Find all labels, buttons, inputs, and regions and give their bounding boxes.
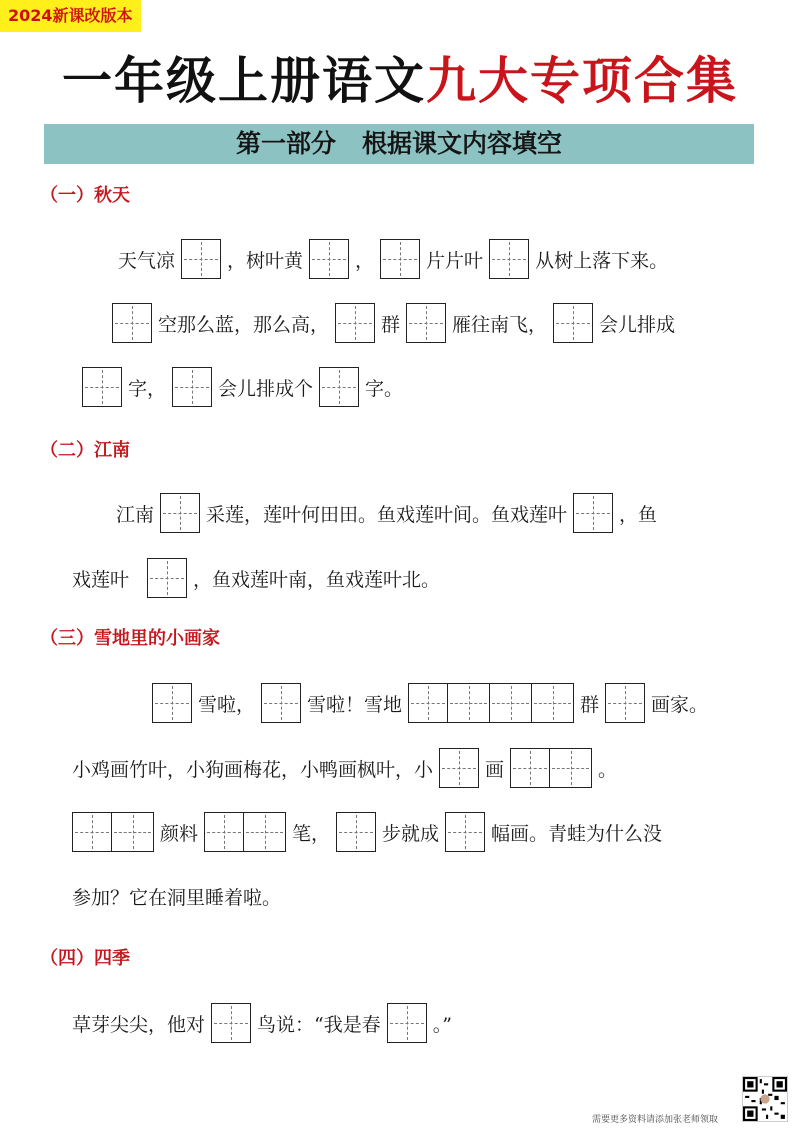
exercise-line: [118, 237, 668, 281]
answer-box[interactable]: [335, 303, 375, 343]
answer-box[interactable]: [573, 493, 613, 533]
writing-cell[interactable]: [553, 303, 593, 343]
text-segment: 画: [485, 758, 505, 781]
footer-note: 需要更多资料请添加张老师领取: [592, 1115, 719, 1125]
writing-cell[interactable]: [408, 683, 448, 723]
writing-cell[interactable]: [605, 683, 645, 723]
text-segment: 鸟说：“我是春: [257, 1013, 381, 1036]
text-segment: 幅画。青蛙为什么没: [491, 822, 663, 845]
text-segment: 雪啦！雪地: [307, 693, 403, 716]
writing-cell[interactable]: [112, 303, 152, 343]
answer-box[interactable]: [309, 239, 349, 279]
answer-box[interactable]: [319, 367, 359, 407]
text-segment: 雪啦，: [198, 693, 256, 716]
answer-box[interactable]: [82, 367, 122, 407]
writing-cell[interactable]: [489, 239, 529, 279]
text-segment: 群: [580, 693, 600, 716]
answer-box[interactable]: [72, 812, 154, 852]
text-segment: 采莲，莲叶何田田。鱼戏莲叶间。鱼戏莲叶: [206, 503, 568, 526]
exercise-line: [72, 1001, 452, 1045]
text-segment: 会儿排成: [599, 313, 676, 336]
answer-box[interactable]: [380, 239, 420, 279]
writing-cell[interactable]: [510, 748, 550, 788]
writing-cell[interactable]: [319, 367, 359, 407]
answer-box[interactable]: [172, 367, 212, 407]
writing-cell[interactable]: [112, 812, 154, 852]
answer-box[interactable]: [387, 1003, 427, 1043]
text-segment: 。: [598, 758, 618, 781]
writing-cell[interactable]: [448, 683, 490, 723]
writing-cell[interactable]: [550, 748, 592, 788]
text-segment: 从树上落下来。: [535, 249, 669, 272]
writing-cell[interactable]: [172, 367, 212, 407]
writing-cell[interactable]: [406, 303, 446, 343]
writing-cell[interactable]: [181, 239, 221, 279]
writing-cell[interactable]: [211, 1003, 251, 1043]
answer-box[interactable]: [445, 812, 485, 852]
text-segment: 字，: [128, 377, 167, 400]
text-segment: 。”: [432, 1013, 452, 1036]
main-title-black: 一年级上册语文: [62, 52, 426, 110]
answer-box[interactable]: [406, 303, 446, 343]
text-segment: 颜料: [160, 822, 199, 845]
writing-cell[interactable]: [573, 493, 613, 533]
writing-cell[interactable]: [147, 558, 187, 598]
exercise-line: [66, 810, 662, 854]
text-segment: ，鱼: [619, 503, 658, 526]
text-segment: 字。: [365, 377, 404, 400]
writing-cell[interactable]: [244, 812, 286, 852]
writing-cell[interactable]: [82, 367, 122, 407]
text-segment: 天气凉: [118, 249, 176, 272]
writing-cell[interactable]: [72, 812, 112, 852]
section-title-four-seasons: （四）四季: [40, 948, 130, 969]
writing-cell[interactable]: [261, 683, 301, 723]
text-segment: 草芽尖尖，他对: [72, 1013, 206, 1036]
text-segment: 步就成: [382, 822, 440, 845]
writing-cell[interactable]: [387, 1003, 427, 1043]
writing-cell[interactable]: [445, 812, 485, 852]
text-segment: 会儿排成个: [218, 377, 314, 400]
answer-box[interactable]: [439, 748, 479, 788]
answer-box[interactable]: [489, 239, 529, 279]
writing-cell[interactable]: [532, 683, 574, 723]
text-segment: ，鱼戏莲叶南，鱼戏莲叶北。: [193, 568, 441, 591]
version-badge: 2024新课改版本: [0, 0, 141, 32]
exercise-line: [116, 491, 657, 535]
writing-cell[interactable]: [439, 748, 479, 788]
text-segment: 江南: [116, 503, 155, 526]
section-title-autumn: （一）秋天: [40, 185, 130, 206]
answer-box[interactable]: [181, 239, 221, 279]
answer-box[interactable]: [152, 683, 192, 723]
exercise-line: [106, 301, 675, 345]
text-segment: 空那么蓝，那么高，: [158, 313, 330, 336]
section-title-jiangnan: （二）江南: [40, 440, 130, 461]
text-segment: 群: [381, 313, 401, 336]
answer-box[interactable]: [204, 812, 286, 852]
text-segment: 笔，: [292, 822, 331, 845]
writing-cell[interactable]: [160, 493, 200, 533]
text-segment: ，: [355, 249, 375, 272]
writing-cell[interactable]: [335, 303, 375, 343]
main-title: [0, 50, 800, 112]
text-segment: 画家。: [651, 693, 709, 716]
text-segment: 参加？它在洞里睡着啦。: [72, 886, 282, 909]
text-segment: 戏莲叶: [72, 568, 130, 591]
answer-box[interactable]: [553, 303, 593, 343]
answer-box[interactable]: [605, 683, 645, 723]
text-segment: ，树叶黄: [227, 249, 304, 272]
answer-box[interactable]: [510, 748, 592, 788]
exercise-line: [72, 874, 281, 918]
answer-box[interactable]: [112, 303, 152, 343]
answer-box[interactable]: [211, 1003, 251, 1043]
exercise-line: [146, 681, 708, 725]
exercise-line: [72, 556, 440, 600]
section-title-snow-painters: （三）雪地里的小画家: [40, 628, 220, 649]
qr-code-icon: [742, 1076, 788, 1122]
writing-cell[interactable]: [336, 812, 376, 852]
part-title-bar: 第一部分 根据课文内容填空: [44, 124, 754, 164]
writing-cell[interactable]: [204, 812, 244, 852]
exercise-line: [76, 365, 403, 409]
answer-box[interactable]: [147, 558, 187, 598]
answer-box[interactable]: [336, 812, 376, 852]
writing-cell[interactable]: [152, 683, 192, 723]
text-segment: 雁往南飞，: [452, 313, 548, 336]
writing-cell[interactable]: [309, 239, 349, 279]
exercise-line: [72, 746, 617, 790]
text-segment: 小鸡画竹叶，小狗画梅花，小鸭画枫叶，小: [72, 758, 434, 781]
writing-cell[interactable]: [490, 683, 532, 723]
answer-box[interactable]: [261, 683, 301, 723]
answer-box[interactable]: [160, 493, 200, 533]
writing-cell[interactable]: [380, 239, 420, 279]
main-title-red: 九大专项合集: [426, 52, 738, 110]
answer-box[interactable]: [408, 683, 574, 723]
text-segment: 片片叶: [426, 249, 484, 272]
